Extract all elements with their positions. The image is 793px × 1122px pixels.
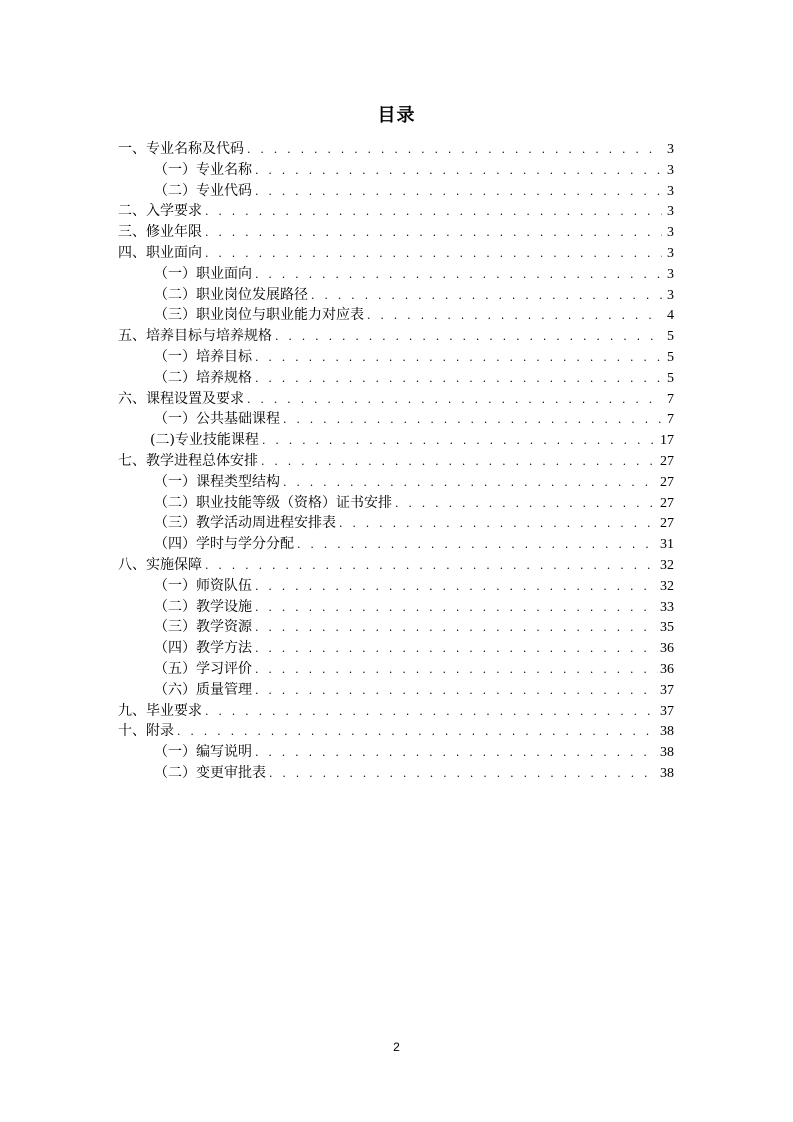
toc-entry-page-number[interactable]: 37 <box>660 682 674 698</box>
toc-entry[interactable] <box>118 513 674 534</box>
toc-entry-label[interactable]: 一、专业名称及代码 <box>118 141 244 157</box>
toc-dot-leader <box>339 514 658 535</box>
toc-entry[interactable] <box>118 264 674 285</box>
toc-dot-leader <box>247 140 662 161</box>
toc-entry-page-number[interactable]: 3 <box>667 225 674 241</box>
toc-entry-label[interactable]: （一）课程类型结构 <box>154 473 280 490</box>
toc-dot-leader <box>205 223 662 244</box>
toc-dot-leader <box>255 660 658 681</box>
toc-entry-page-number[interactable]: 5 <box>667 349 674 365</box>
toc-entry-label[interactable]: （五）学习评价 <box>154 660 252 677</box>
toc-entry-label[interactable]: 二、入学要求 <box>118 203 202 220</box>
toc-entry[interactable] <box>118 763 674 784</box>
toc-entry-label[interactable]: （三）职业岗位与职业能力对应表 <box>154 307 364 324</box>
toc-entry-page-number[interactable]: 3 <box>667 204 674 220</box>
toc-entry-label[interactable]: （二）职业技能等级（资格）证书安排 <box>154 494 392 511</box>
toc-entry-page-number[interactable]: 36 <box>660 661 674 677</box>
toc-entry-label[interactable]: 八、实施保障 <box>118 556 202 573</box>
toc-entry-label[interactable]: （六）质量管理 <box>154 681 252 698</box>
toc-entry-page-number[interactable]: 27 <box>660 516 674 532</box>
toc-entry-label[interactable]: （四）教学方法 <box>154 640 252 657</box>
toc-entry-label[interactable]: （四）学时与学分分配 <box>154 536 294 553</box>
toc-entry-page-number[interactable]: 27 <box>660 453 674 469</box>
toc-entry-page-number[interactable]: 32 <box>660 578 674 594</box>
toc-entry-label[interactable]: 六、课程设置及要求 <box>118 390 244 407</box>
toc-entry-label[interactable]: 九、毕业要求 <box>118 702 202 719</box>
toc-entry-label[interactable]: 三、修业年限 <box>118 224 202 241</box>
toc-entry[interactable] <box>118 721 674 742</box>
toc-entry[interactable] <box>118 326 674 347</box>
toc-dot-leader <box>275 327 662 348</box>
toc-entry[interactable] <box>118 576 674 597</box>
toc-entry-label[interactable]: 十、附录 <box>118 723 174 740</box>
toc-entry-page-number[interactable]: 3 <box>667 266 674 282</box>
toc-entry[interactable] <box>118 617 674 638</box>
toc-entry-label[interactable]: （二）专业代码 <box>154 182 252 199</box>
toc-entry-label[interactable]: （三）教学活动周进程安排表 <box>154 515 336 532</box>
toc-entry-label[interactable]: （二）职业岗位发展路径 <box>154 286 308 303</box>
page-number: 2 <box>393 1040 400 1054</box>
toc-entry-page-number[interactable]: 38 <box>660 745 674 761</box>
toc-entry[interactable] <box>118 305 674 326</box>
toc-entry-page-number[interactable]: 35 <box>660 620 674 636</box>
toc-entry[interactable] <box>118 139 674 160</box>
toc-entry[interactable] <box>118 659 674 680</box>
toc-entry[interactable] <box>118 534 674 555</box>
toc-entry[interactable] <box>118 701 674 722</box>
toc-entry-page-number[interactable]: 3 <box>667 287 674 303</box>
toc-entry-page-number[interactable]: 37 <box>660 703 674 719</box>
toc-entry-label[interactable]: （一）公共基础课程 <box>154 411 280 428</box>
toc-entry-page-number[interactable]: 38 <box>660 724 674 740</box>
toc-entry[interactable] <box>118 430 674 451</box>
toc-dot-leader <box>205 244 662 265</box>
toc-entry-label[interactable]: （一）师资队伍 <box>154 577 252 594</box>
toc-entry[interactable] <box>118 285 674 306</box>
toc-entry-page-number[interactable]: 32 <box>660 557 674 573</box>
toc-dot-leader <box>255 618 658 639</box>
toc-entry[interactable] <box>118 201 674 222</box>
toc-entry-label[interactable]: （一）编写说明 <box>154 744 252 761</box>
toc-entry-page-number[interactable]: 7 <box>667 412 674 428</box>
toc-dot-leader <box>255 182 662 203</box>
toc-entry-page-number[interactable]: 3 <box>667 183 674 199</box>
toc-entry-page-number[interactable]: 3 <box>667 142 674 157</box>
toc-dot-leader <box>283 410 662 431</box>
toc-dot-leader <box>255 161 662 182</box>
toc-entry-label[interactable]: （三）教学资源 <box>154 619 252 636</box>
toc-entry-page-number[interactable]: 17 <box>660 433 674 449</box>
toc-entry-page-number[interactable]: 7 <box>667 391 674 407</box>
toc-dot-leader <box>283 473 658 494</box>
toc-dot-leader <box>247 390 662 411</box>
toc-dot-leader <box>297 535 658 556</box>
toc-dot-leader <box>255 577 658 598</box>
toc-dot-leader <box>311 286 662 307</box>
toc-entry-label[interactable]: (二)专业技能课程 <box>150 432 259 449</box>
toc-dot-leader <box>262 431 658 452</box>
toc-dot-leader <box>177 722 658 743</box>
toc-dot-leader <box>261 452 658 473</box>
toc-entry[interactable] <box>118 222 674 243</box>
toc-entry[interactable] <box>118 243 674 264</box>
toc-dot-leader <box>205 556 658 577</box>
toc-entry[interactable] <box>118 680 674 701</box>
toc-entry[interactable] <box>118 347 674 368</box>
toc-dot-leader <box>255 369 662 390</box>
toc-entry[interactable] <box>118 160 674 181</box>
toc-dot-leader <box>255 348 662 369</box>
toc-entry-label[interactable]: （二）教学设施 <box>154 598 252 615</box>
toc-entry-label[interactable]: 五、培养目标与培养规格 <box>118 328 272 345</box>
toc-entry[interactable] <box>118 597 674 618</box>
toc-entry[interactable] <box>118 472 674 493</box>
toc-entry[interactable] <box>118 389 674 410</box>
toc-entry-page-number[interactable]: 31 <box>660 537 674 553</box>
page-title: 目录 <box>377 105 416 126</box>
toc-entry-page-number[interactable]: 36 <box>660 641 674 657</box>
toc-dot-leader <box>205 702 658 723</box>
toc-entry-page-number[interactable]: 38 <box>660 765 674 781</box>
toc-dot-leader <box>255 265 662 286</box>
toc-entry-page-number[interactable]: 3 <box>667 162 674 178</box>
toc-entry-label[interactable]: （二）培养规格 <box>154 369 252 386</box>
toc-entry-label[interactable]: 四、职业面向 <box>118 244 202 261</box>
toc-dot-leader <box>205 202 662 223</box>
toc-entry-page-number[interactable]: 27 <box>660 474 674 490</box>
toc-entry[interactable] <box>118 368 674 389</box>
toc-entry-page-number[interactable]: 5 <box>667 370 674 386</box>
toc-entry-label[interactable]: （一）职业面向 <box>154 265 252 282</box>
toc-entry-label[interactable]: （一）培养目标 <box>154 348 252 365</box>
toc-entry[interactable] <box>118 638 674 659</box>
toc-entry[interactable] <box>118 409 674 430</box>
toc-entry-label[interactable]: 七、教学进程总体安排 <box>118 452 258 469</box>
toc-entry-page-number[interactable]: 27 <box>660 495 674 511</box>
toc-dot-leader <box>255 598 658 619</box>
toc-dot-leader <box>255 681 658 702</box>
toc-dot-leader <box>255 639 658 660</box>
toc-entry-label[interactable]: （二）变更审批表 <box>154 764 266 781</box>
toc-entry[interactable] <box>118 181 674 202</box>
toc-entry-page-number[interactable]: 33 <box>660 599 674 615</box>
table-of-contents <box>118 139 674 784</box>
toc-dot-leader <box>395 494 658 515</box>
toc-entry-page-number[interactable]: 4 <box>667 308 674 324</box>
toc-entry[interactable] <box>118 742 674 763</box>
toc-entry[interactable] <box>118 493 674 514</box>
toc-entry-page-number[interactable]: 3 <box>667 245 674 261</box>
toc-entry[interactable] <box>118 451 674 472</box>
toc-entry-page-number[interactable]: 5 <box>667 329 674 345</box>
toc-dot-leader <box>255 743 658 764</box>
toc-entry-label[interactable]: （一）专业名称 <box>154 161 252 178</box>
toc-dot-leader <box>367 306 662 327</box>
toc-entry[interactable] <box>118 555 674 576</box>
toc-dot-leader <box>269 764 658 785</box>
